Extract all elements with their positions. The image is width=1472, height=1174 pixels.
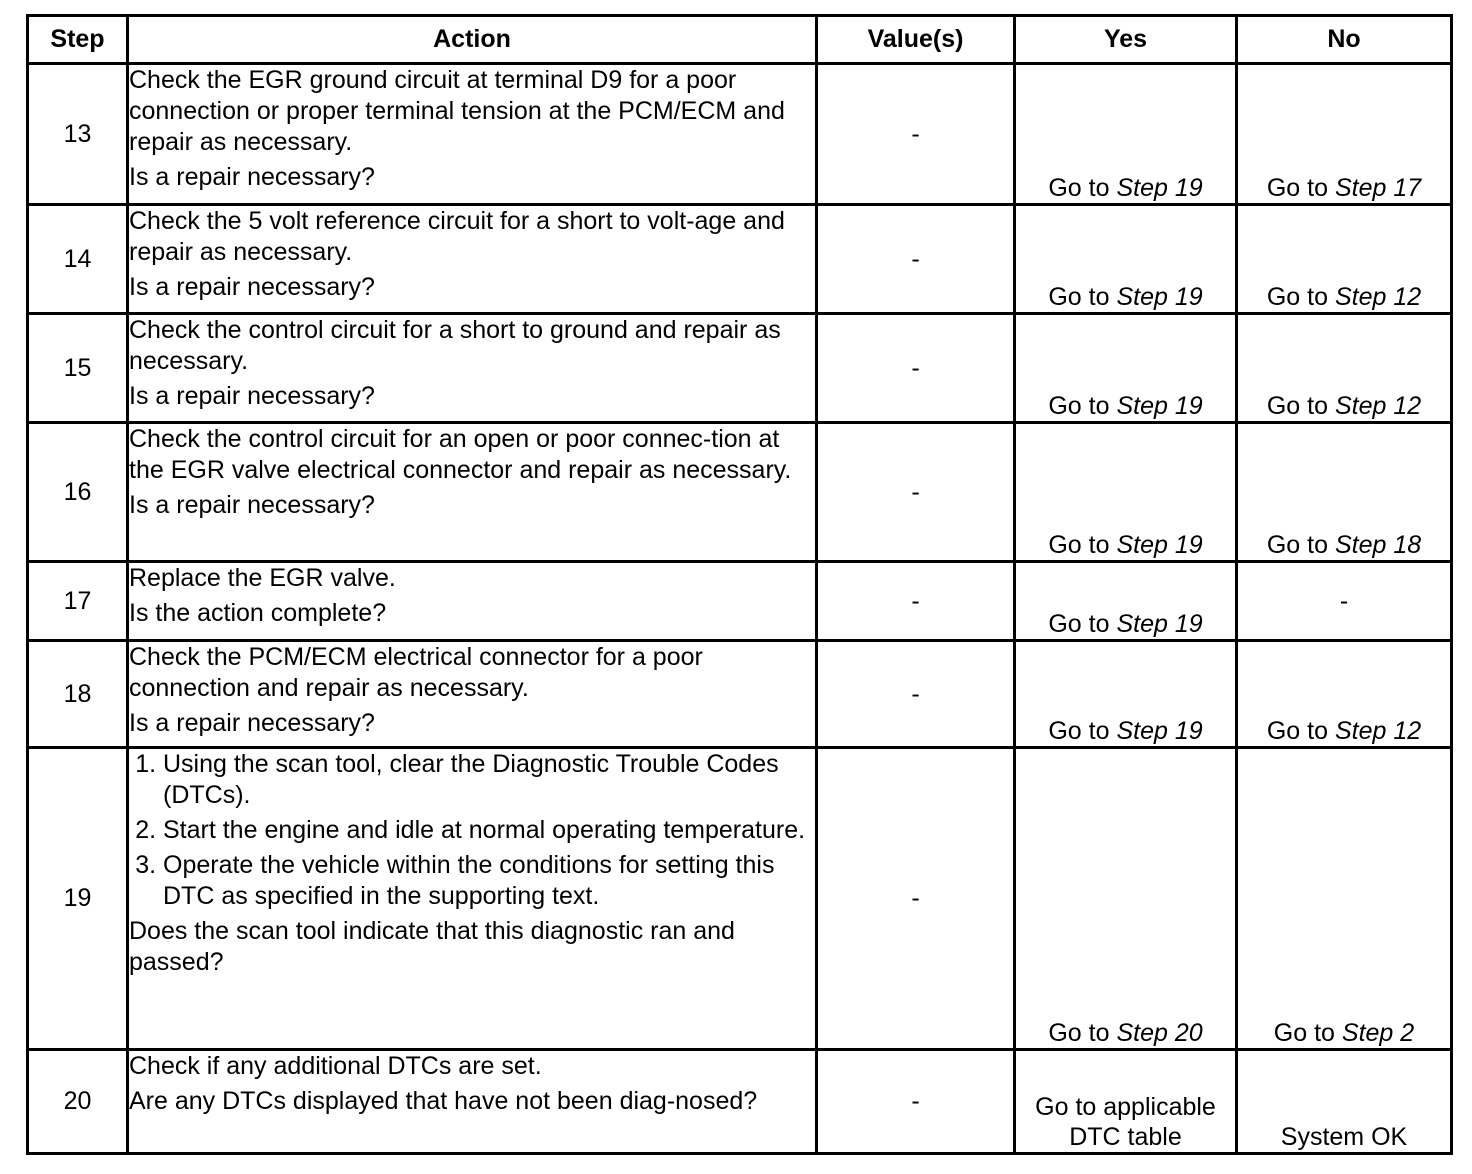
yes-step-link: Step 20 — [1116, 1019, 1203, 1047]
value-cell: - — [817, 205, 1015, 314]
no-step-link: Step 12 — [1334, 283, 1422, 311]
action-question: Is a repair necessary? — [129, 709, 375, 737]
step-number: 13 — [28, 64, 128, 205]
action-cell — [128, 64, 817, 205]
action-step-list — [129, 749, 815, 912]
no-cell — [1237, 641, 1452, 748]
no-step-link: Step 2 — [1341, 1019, 1415, 1047]
action-question: Is the action complete? — [129, 599, 387, 627]
table-row — [28, 423, 1452, 562]
action-cell — [128, 205, 817, 314]
table-row — [28, 205, 1452, 314]
action-question: Does the scan tool indicate that this diagnostic ran and passed? — [129, 917, 735, 976]
value-cell: - — [817, 1050, 1015, 1154]
action-question: Is a repair necessary? — [129, 273, 375, 301]
value-cell: - — [817, 748, 1015, 1050]
table-row — [28, 748, 1452, 1050]
yes-prefix: Go to — [1048, 1019, 1110, 1047]
header-step: Step — [28, 16, 128, 64]
table-row — [28, 314, 1452, 423]
step-number: 16 — [28, 423, 128, 562]
action-cell — [128, 748, 817, 1050]
no-cell — [1237, 423, 1452, 562]
action-question: Are any DTCs displayed that have not been diag-nosed? — [129, 1087, 758, 1115]
table-row — [28, 562, 1452, 641]
action-cell — [128, 562, 817, 641]
no-step-link: Step 18 — [1334, 531, 1422, 559]
no-prefix: Go to — [1266, 531, 1328, 559]
value-cell: - — [817, 64, 1015, 205]
action-cell — [128, 423, 817, 562]
action-text: Check if any additional DTCs are set. — [129, 1052, 542, 1080]
no-step-link: Step 17 — [1334, 174, 1422, 202]
no-cell — [1237, 64, 1452, 205]
yes-cell — [1015, 641, 1237, 748]
step-number: 20 — [28, 1050, 128, 1154]
yes-step-link: Step 19 — [1116, 531, 1203, 559]
header-action: Action — [128, 16, 817, 64]
action-text: Check the PCM/ECM electrical connector for a poor connection and repair as necessary. — [129, 643, 703, 702]
action-text: Check the 5 volt reference circuit for a short to volt-age and repair as necessary. — [129, 207, 785, 266]
no-prefix: Go to — [1266, 717, 1328, 745]
diagnostic-table — [26, 14, 1453, 1155]
yes-step-link: Step 19 — [1116, 174, 1203, 202]
yes-cell — [1015, 423, 1237, 562]
header-values: Value(s) — [817, 16, 1015, 64]
yes-cell — [1015, 205, 1237, 314]
action-text: Replace the EGR valve. — [129, 564, 396, 592]
no-cell: System OK — [1237, 1050, 1452, 1154]
yes-cell: Go to applicable DTC table — [1015, 1050, 1237, 1154]
table-row — [28, 1050, 1452, 1154]
yes-prefix: Go to — [1048, 531, 1110, 559]
list-item: 2. Start the engine and idle at normal operating temperature. — [163, 815, 815, 846]
yes-cell — [1015, 562, 1237, 641]
step-number: 19 — [28, 748, 128, 1050]
list-item: 1. Using the scan tool, clear the Diagnostic Trouble Codes (DTCs). — [163, 749, 815, 811]
action-question: Is a repair necessary? — [129, 163, 375, 191]
no-prefix: Go to — [1266, 392, 1328, 420]
action-cell — [128, 641, 817, 748]
yes-step-link: Step 19 — [1116, 392, 1203, 420]
value-cell: - — [817, 314, 1015, 423]
no-cell: - — [1237, 562, 1452, 641]
header-yes: Yes — [1015, 16, 1237, 64]
yes-step-link: Step 19 — [1116, 717, 1203, 745]
no-prefix: Go to — [1273, 1019, 1335, 1047]
table-row — [28, 641, 1452, 748]
no-cell — [1237, 205, 1452, 314]
step-number: 15 — [28, 314, 128, 423]
action-text: Check the control circuit for a short to ground and repair as necessary. — [129, 316, 781, 375]
header-row — [28, 16, 1452, 64]
value-cell: - — [817, 423, 1015, 562]
step-number: 14 — [28, 205, 128, 314]
table-row — [28, 64, 1452, 205]
step-number: 17 — [28, 562, 128, 641]
list-item: 3. Operate the vehicle within the conditions for setting this DTC as specified in the supporting text. — [163, 850, 815, 912]
action-text: Check the control circuit for an open or poor connec-tion at the EGR valve electrical connector and repair as necessary. — [129, 425, 792, 484]
yes-step-link: Step 19 — [1116, 283, 1203, 311]
action-cell — [128, 314, 817, 423]
no-cell — [1237, 748, 1452, 1050]
yes-prefix: Go to — [1048, 717, 1110, 745]
no-step-link: Step 12 — [1334, 392, 1422, 420]
no-step-link: Step 12 — [1334, 717, 1422, 745]
step-number: 18 — [28, 641, 128, 748]
value-cell: - — [817, 562, 1015, 641]
yes-cell — [1015, 314, 1237, 423]
action-question: Is a repair necessary? — [129, 491, 375, 519]
yes-prefix: Go to — [1048, 174, 1110, 202]
yes-cell — [1015, 748, 1237, 1050]
yes-prefix: Go to — [1048, 610, 1110, 638]
value-cell: - — [817, 641, 1015, 748]
yes-prefix: Go to — [1048, 392, 1110, 420]
no-cell — [1237, 314, 1452, 423]
header-no: No — [1237, 16, 1452, 64]
yes-step-link: Step 19 — [1116, 610, 1203, 638]
action-text: Check the EGR ground circuit at terminal D9 for a poor connection or proper terminal tension at the PCM/ECM and repair as necessary. — [129, 66, 785, 156]
no-prefix: Go to — [1266, 174, 1328, 202]
yes-prefix: Go to — [1048, 283, 1110, 311]
yes-cell — [1015, 64, 1237, 205]
action-question: Is a repair necessary? — [129, 382, 375, 410]
action-cell — [128, 1050, 817, 1154]
no-prefix: Go to — [1266, 283, 1328, 311]
